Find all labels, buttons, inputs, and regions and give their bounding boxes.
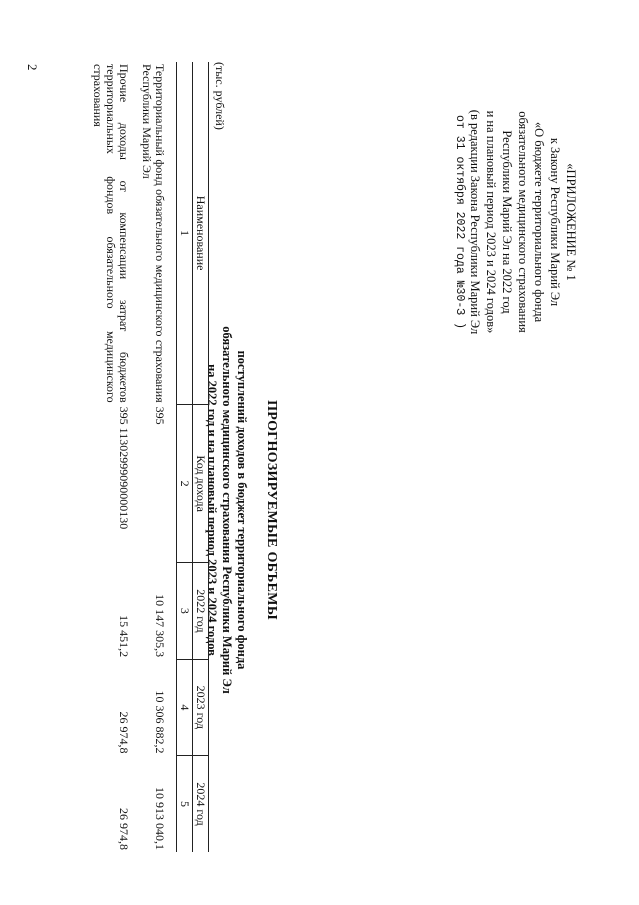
document-title xyxy=(204,300,279,720)
row-value-2023: 26 974,8 xyxy=(117,711,131,754)
table-column-numbers-row xyxy=(177,62,193,852)
row-value-2023: 10 306 882,2 xyxy=(153,690,167,754)
table-row xyxy=(140,62,177,852)
row-name: Территориальный фонд обязательного медицинского страхования Республики Марий Эл xyxy=(140,64,167,403)
table-header-row xyxy=(193,62,209,852)
appendix-line: «ПРИЛОЖЕНИЕ № 1 xyxy=(564,163,578,281)
row-value-2024: 26 974,8 xyxy=(117,808,131,850)
income-table xyxy=(91,62,209,852)
header-code: Код дохода xyxy=(193,405,209,563)
appendix-line: и на плановый период 2023 и 2024 годов» xyxy=(484,110,498,334)
appendix-line: «О бюджете территориального фонда xyxy=(532,121,546,323)
row-value-2022: 15 451,2 xyxy=(117,615,131,658)
column-number: 3 xyxy=(177,563,193,659)
appendix-line: к Закону Республики Марий Эл xyxy=(548,137,562,307)
row-value-2022: 10 147 305,3 xyxy=(153,594,167,658)
column-number: 2 xyxy=(177,405,193,563)
table-row xyxy=(91,62,140,852)
column-number: 5 xyxy=(177,756,193,852)
appendix-date-line: от 31 октября 2022 года №30-З ) xyxy=(453,115,466,329)
appendix-line: обязательного медицинского страхования xyxy=(516,111,530,333)
row-value-2024: 10 913 040,1 xyxy=(153,787,167,850)
column-number: 1 xyxy=(177,62,193,405)
title-main: ПРОГНОЗИРУЕМЫЕ ОБЪЕМЫ xyxy=(264,400,279,620)
header-2022: 2022 год xyxy=(193,563,209,659)
header-name: Наименование xyxy=(193,62,209,405)
row-code: 395 xyxy=(153,406,167,425)
title-sub-line: поступлений доходов в бюджет территориального фонда xyxy=(235,350,249,670)
appendix-header xyxy=(451,62,579,382)
header-2023: 2023 год xyxy=(193,659,209,755)
title-sub-line: на 2022 год и на плановый период 2023 и 2024 годов xyxy=(205,364,219,656)
unit-label: (тыс. рублей) xyxy=(213,62,227,130)
column-number: 4 xyxy=(177,659,193,755)
appendix-line: Республики Марий Эл на 2022 год xyxy=(500,130,514,314)
header-2024: 2024 год xyxy=(193,756,209,852)
page-number: 2 xyxy=(25,64,40,71)
appendix-line: (в редакции Закона Республики Марий Эл xyxy=(468,109,482,335)
title-sub-line: обязательного медицинского страхования Республики Марий Эл xyxy=(220,326,234,694)
row-code: 395 11302999090000130 xyxy=(117,406,131,530)
row-name: Прочие доходы от компенсации затрат бюджетов территориальных фондов обязательного медицинского страхования xyxy=(91,64,131,403)
